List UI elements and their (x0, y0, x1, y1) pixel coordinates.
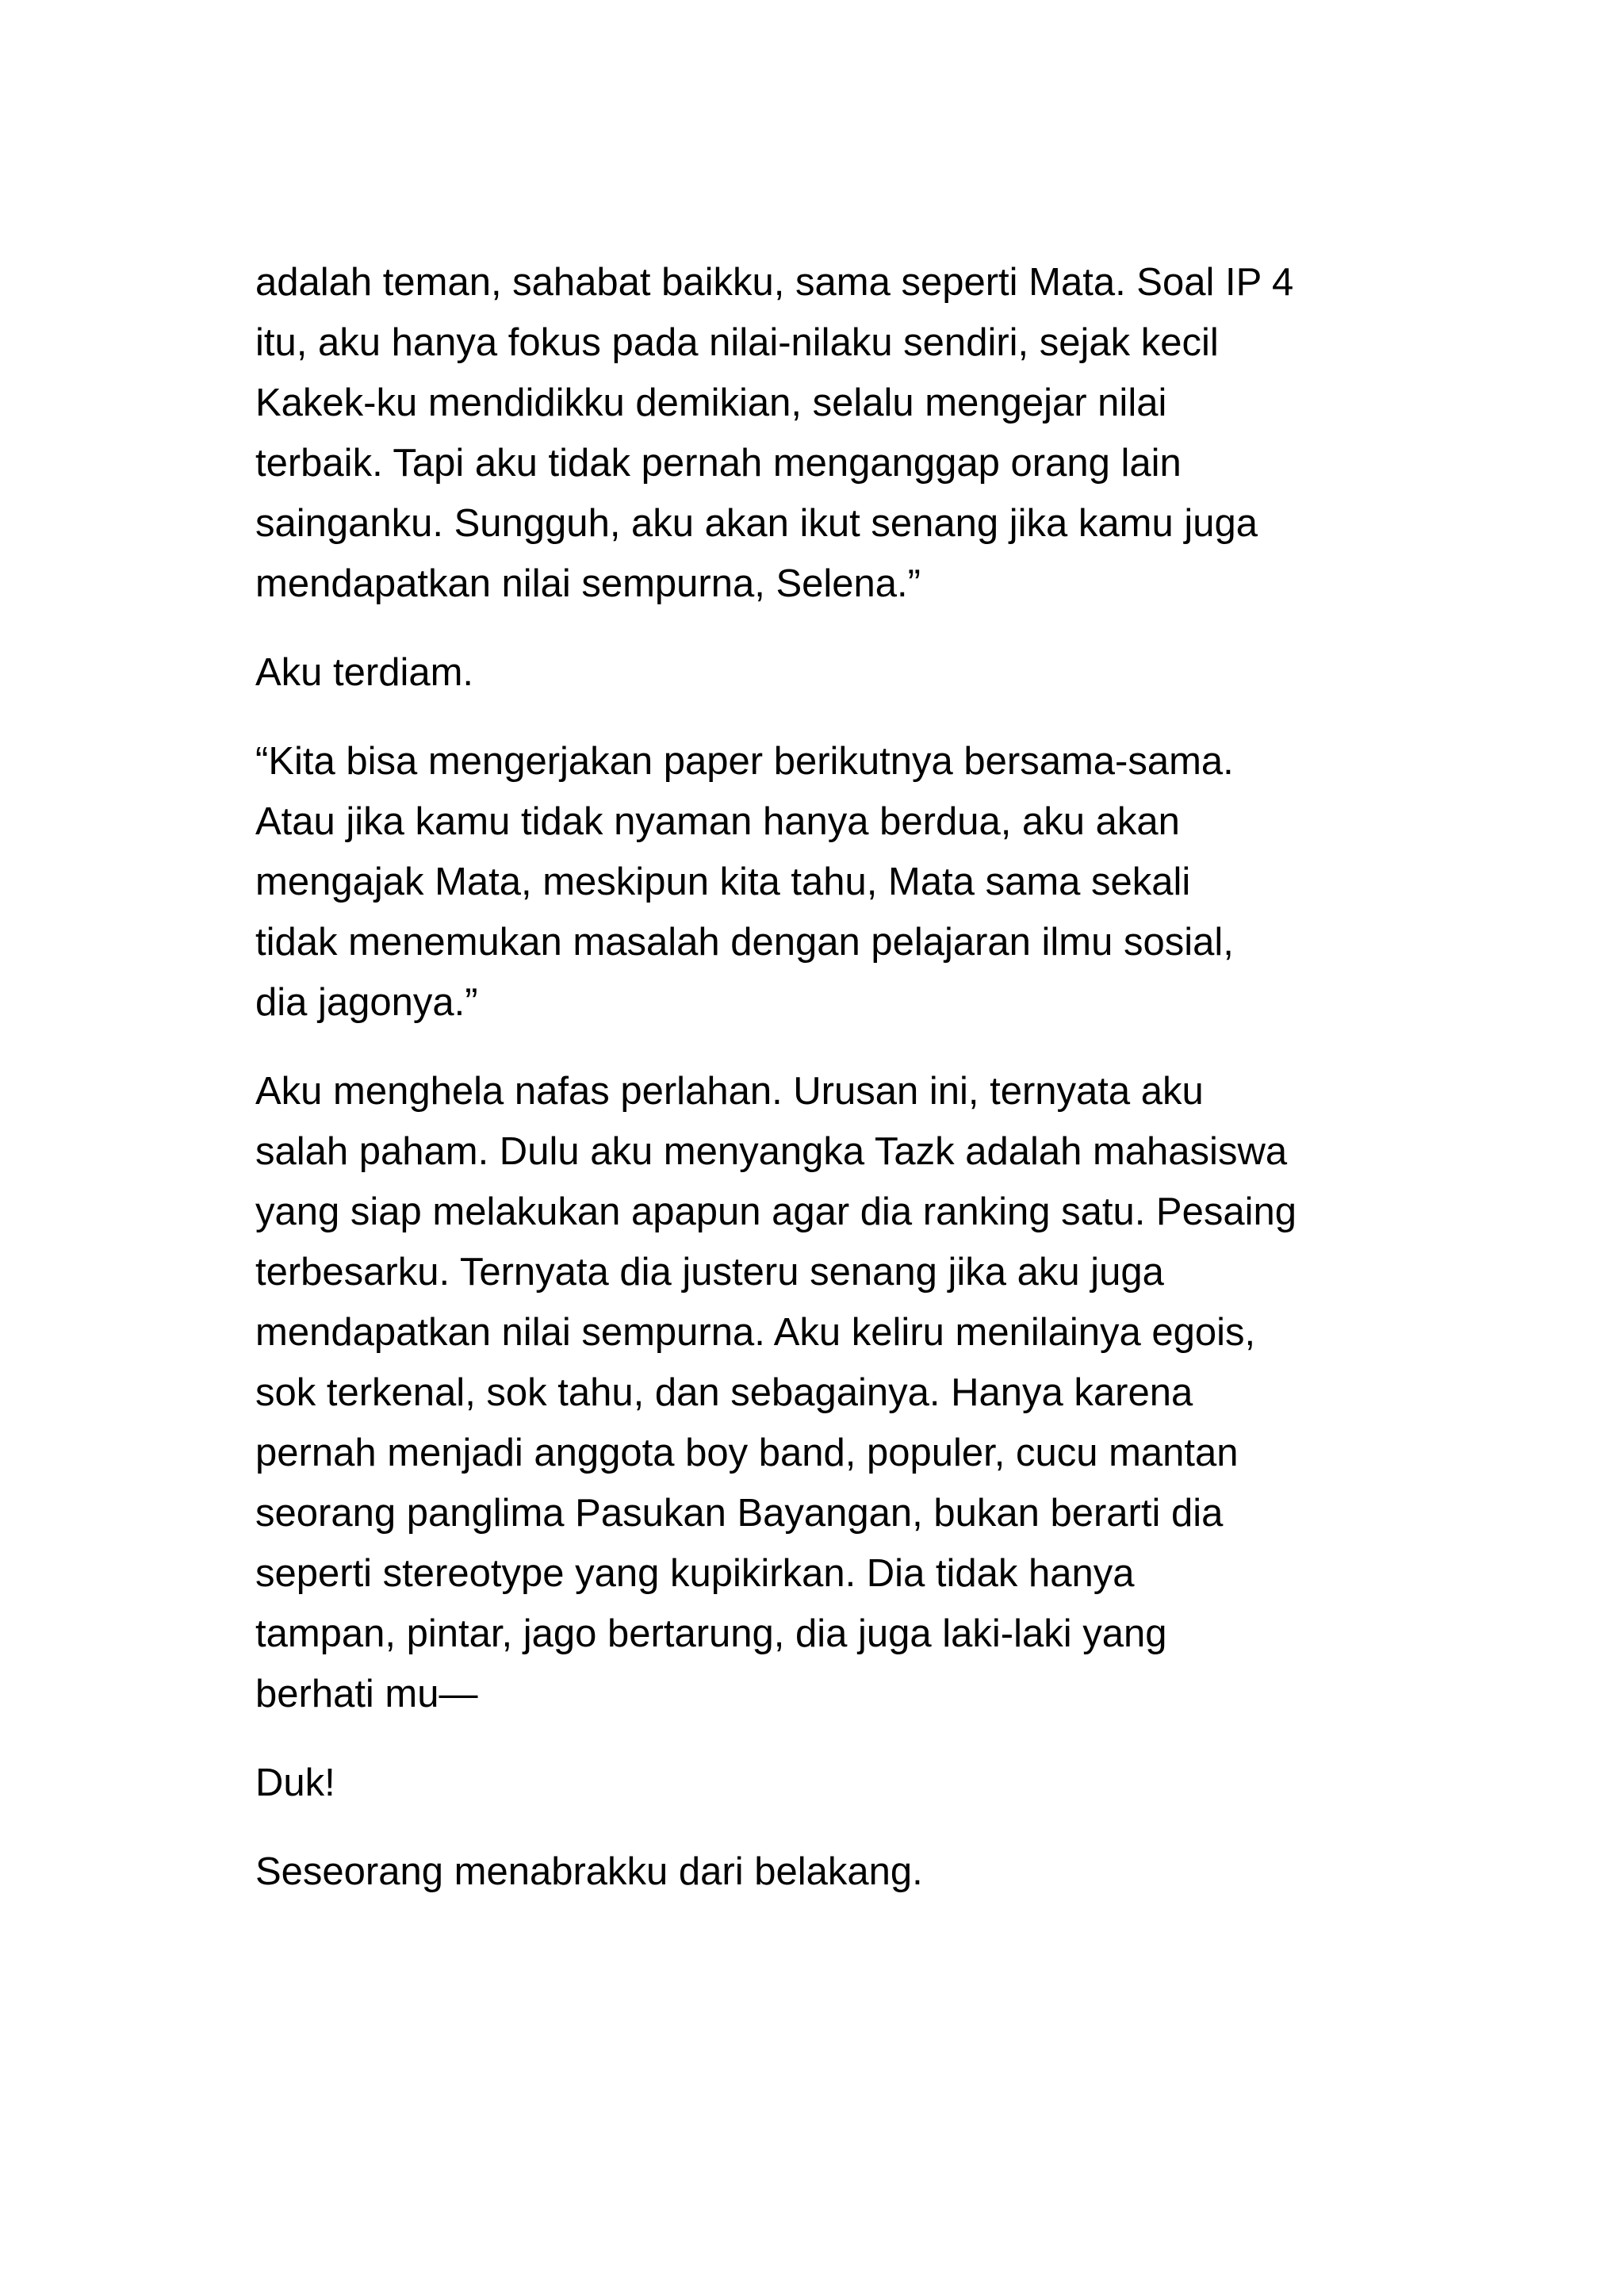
text-line: Seseorang menabrakku dari belakang. (255, 1850, 923, 1893)
paragraph-6 (255, 1842, 1389, 1902)
text-line: berhati mu— (255, 1673, 478, 1715)
text-line: mendapatkan nilai sempurna. Aku keliru menilainya egois, (255, 1311, 1256, 1354)
text-line: Atau jika kamu tidak nyaman hanya berdua, aku akan (255, 800, 1180, 843)
text-line: sok terkenal, sok tahu, dan sebagainya. Hanya karena (255, 1371, 1193, 1414)
text-line: pernah menjadi anggota boy band, populer, cucu mantan (255, 1432, 1239, 1474)
text-line: “Kita bisa mengerjakan paper berikutnya bersama-sama. (255, 740, 1234, 783)
paragraph-5 (255, 1753, 1389, 1813)
text-line: Aku terdiam. (255, 651, 474, 694)
text-line: yang siap melakukan apapun agar dia ranking satu. Pesaing (255, 1190, 1297, 1233)
text-line: mengajak Mata, meskipun kita tahu, Mata sama sekali (255, 861, 1191, 903)
text-line: terbesarku. Ternyata dia justeru senang jika aku juga (255, 1251, 1164, 1294)
paragraph-2 (255, 642, 1389, 703)
text-line: terbaik. Tapi aku tidak pernah menganggap orang lain (255, 442, 1182, 485)
text-line: seperti stereotype yang kupikirkan. Dia tidak hanya (255, 1552, 1135, 1595)
text-line: mendapatkan nilai sempurna, Selena.” (255, 562, 921, 605)
text-line: Kakek-ku mendidikku demikian, selalu mengejar nilai (255, 381, 1167, 424)
text-line: sainganku. Sungguh, aku akan ikut senang jika kamu juga (255, 502, 1258, 545)
page-content (255, 252, 1389, 1930)
text-line: dia jagonya.” (255, 981, 478, 1024)
text-line: Aku menghela nafas perlahan. Urusan ini, ternyata aku (255, 1070, 1204, 1113)
paragraph-3 (255, 731, 1389, 1033)
text-line: Duk! (255, 1761, 335, 1804)
paragraph-4 (255, 1061, 1389, 1724)
text-line: salah paham. Dulu aku menyangka Tazk adalah mahasiswa (255, 1130, 1288, 1173)
text-line: itu, aku hanya fokus pada nilai-nilaku sendiri, sejak kecil (255, 321, 1219, 364)
text-line: tidak menemukan masalah dengan pelajaran ilmu sosial, (255, 921, 1234, 964)
text-line: tampan, pintar, jago bertarung, dia juga laki-laki yang (255, 1612, 1167, 1655)
text-line: adalah teman, sahabat baikku, sama seperti Mata. Soal IP 4 (255, 261, 1294, 304)
paragraph-1 (255, 252, 1389, 614)
text-line: seorang panglima Pasukan Bayangan, bukan berarti dia (255, 1492, 1224, 1535)
